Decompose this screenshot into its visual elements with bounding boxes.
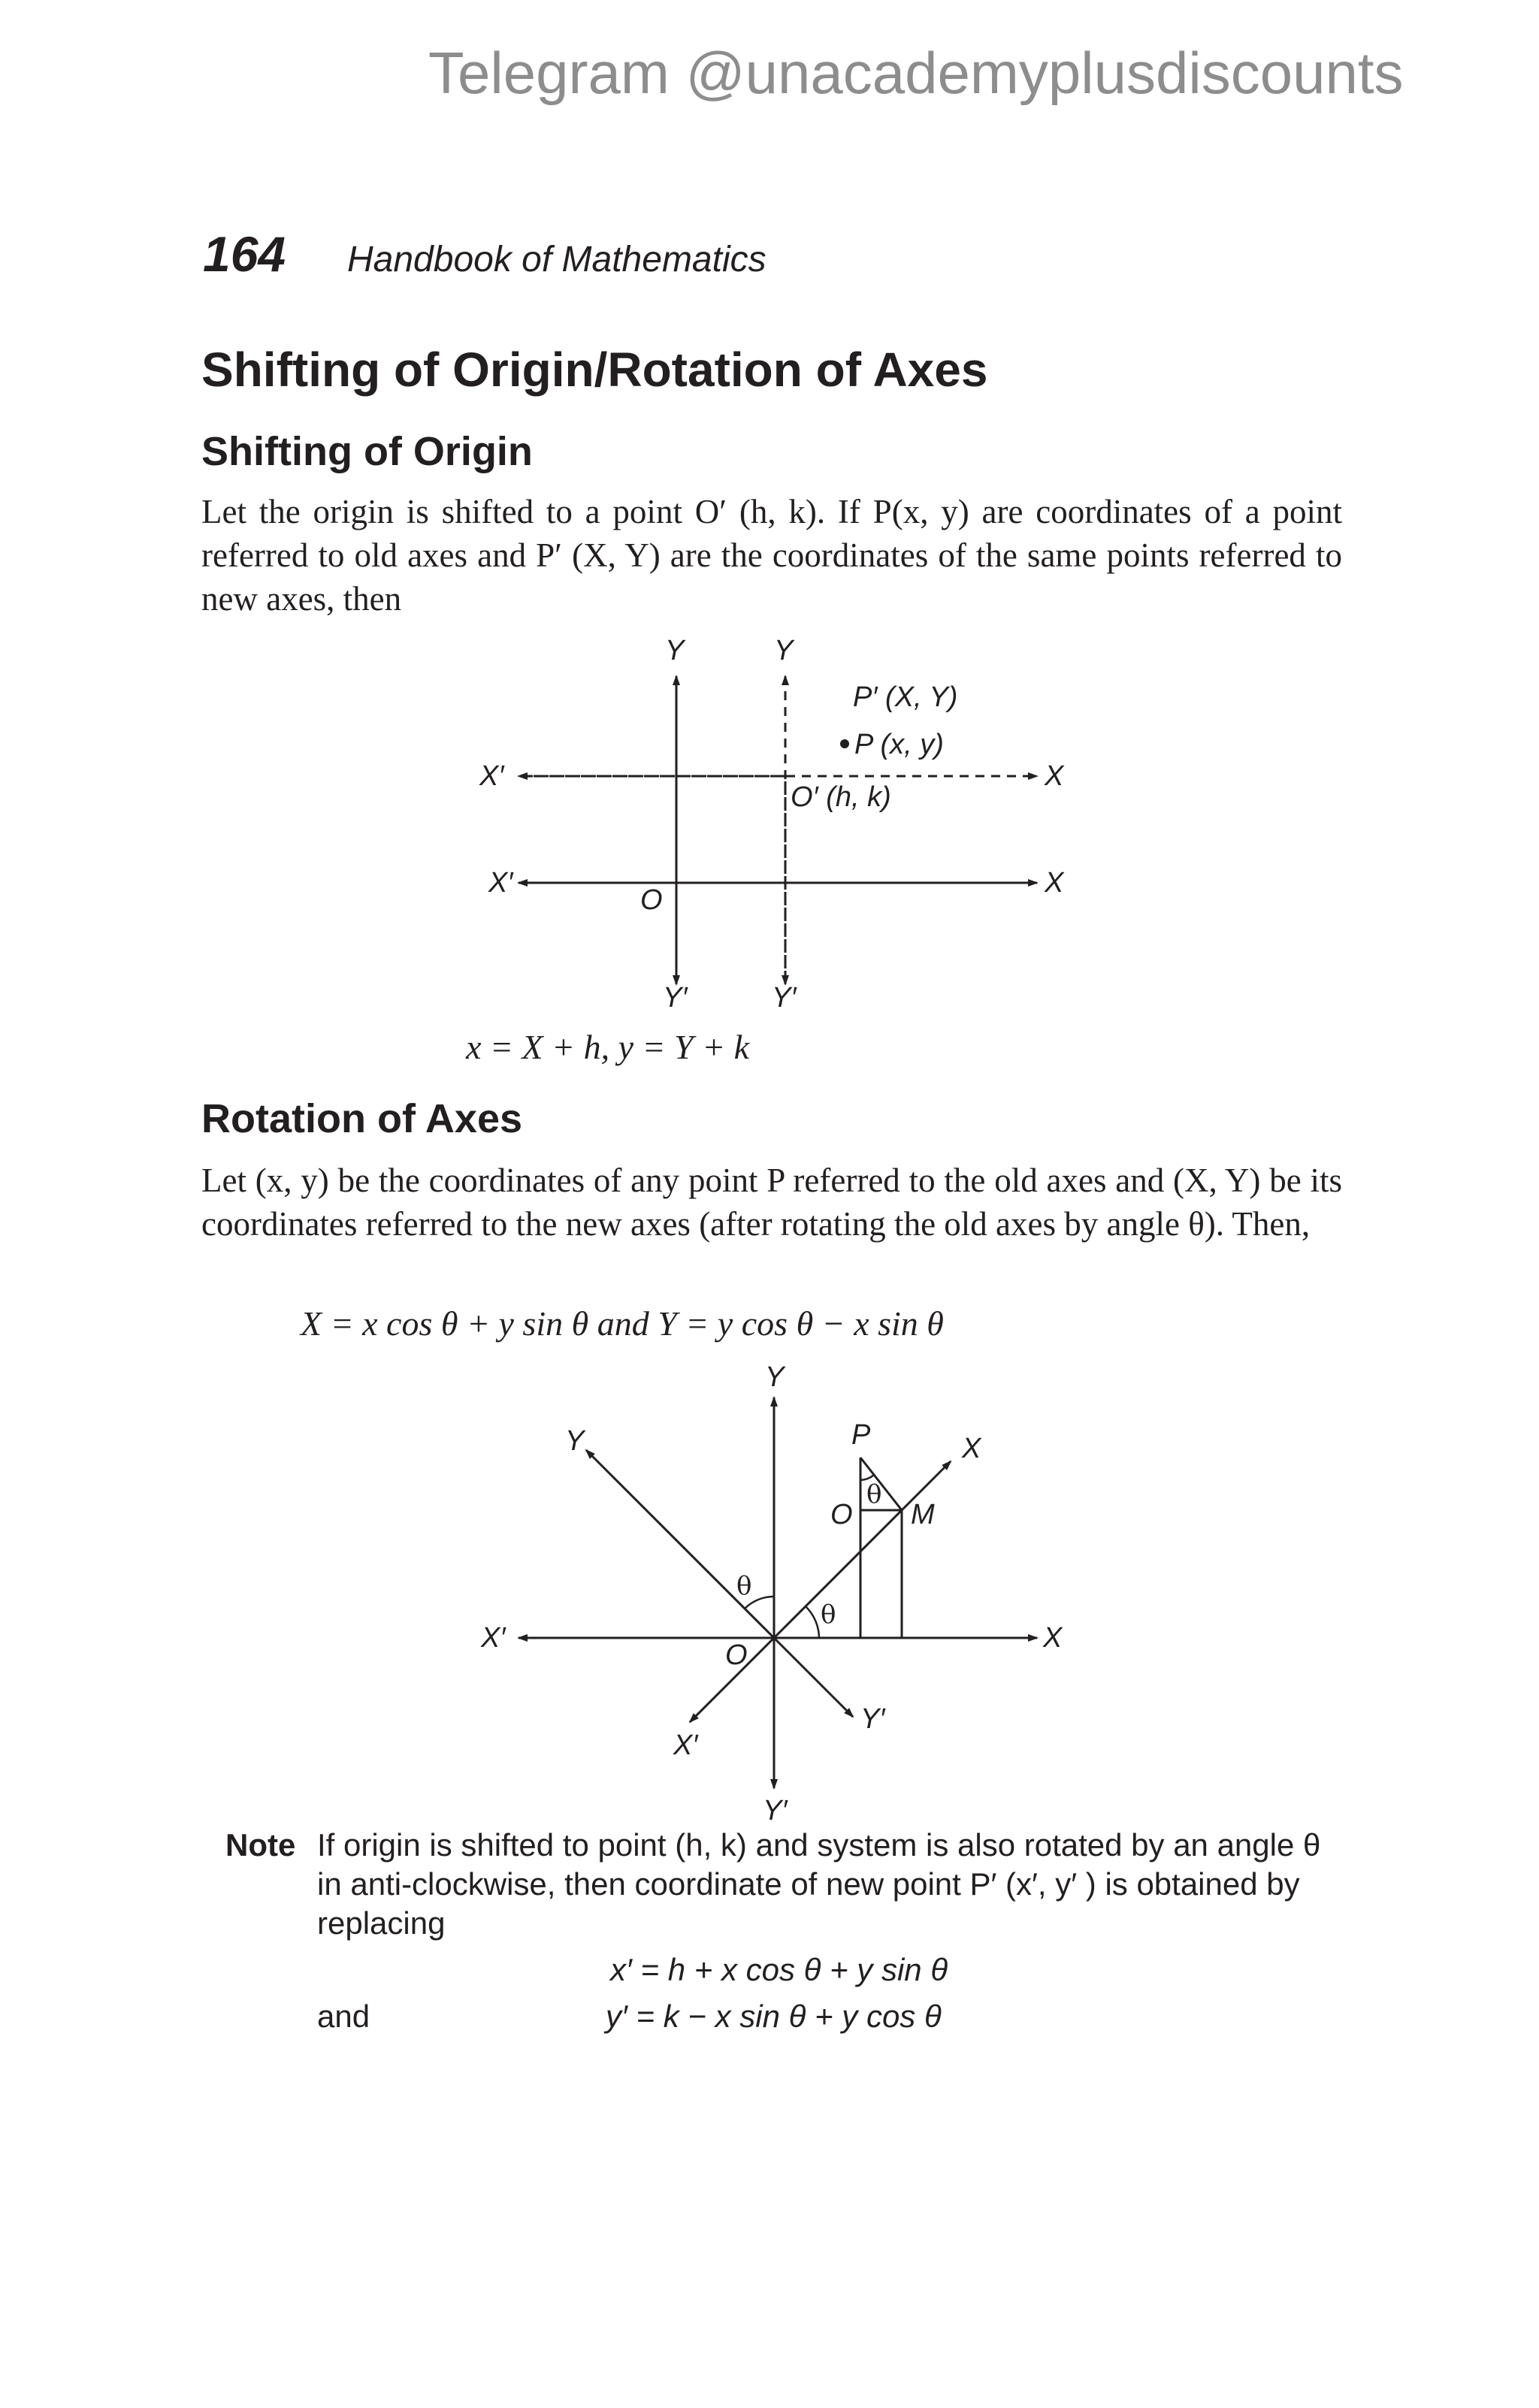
label-y-top: Y: [765, 1361, 785, 1393]
label-x-left-old: X′: [488, 867, 513, 899]
label-theta-left: θ: [736, 1571, 752, 1601]
point-p: [840, 739, 849, 748]
label-p: P (x, y): [854, 729, 944, 760]
label-origin: O: [640, 884, 663, 916]
theta-arc-axis: [806, 1606, 819, 1638]
watermark: Telegram @unacademyplusdiscounts: [428, 40, 1404, 106]
label-x-left: X′: [481, 1622, 506, 1654]
label-x-rot-neg: X′: [673, 1730, 698, 1761]
shifting-paragraph: Let the origin is shifted to a point O′ (h, k). If P(x, y) are coordinates of a point referred to old axes and P′ (X, Y) are the coordinates of the same points referred to new axes, then: [201, 493, 1342, 618]
shifting-equation: x = X + h, y = Y + k: [466, 1028, 750, 1066]
label-x-right-new: X: [1045, 760, 1064, 792]
note-label: Note: [225, 1827, 296, 1863]
rot-x-axis: [774, 1461, 951, 1638]
note-and: and: [317, 1999, 370, 2034]
rotation-figure: [451, 1360, 1082, 1826]
rot-y-axis-neg: [774, 1638, 853, 1717]
rot-y-axis: [586, 1450, 774, 1638]
shifting-figure: [451, 631, 1082, 1014]
label-y-top-new: Y: [774, 635, 794, 666]
label-y-top-old: Y: [665, 635, 685, 666]
rotation-equation: X = x cos θ + y sin θ and Y = y cos θ − x sin θ: [301, 1304, 944, 1343]
shifting-heading: Shifting of Origin: [201, 429, 533, 474]
label-x-right-old: X: [1045, 867, 1064, 899]
note-text: If origin is shifted to point (h, k) and system is also rotated by an angle θ in anti-clockwise, then coordinate of new point P′ (x′, y′ ) is obtained by replacing: [317, 1827, 1321, 1941]
running-head: Handbook of Mathematics: [347, 240, 766, 279]
label-theta-top: θ: [866, 1479, 882, 1509]
rotation-heading: Rotation of Axes: [201, 1096, 523, 1141]
label-y-bottom: Y′: [763, 1795, 788, 1826]
label-o-small: O: [830, 1499, 853, 1530]
label-theta-axis: θ: [821, 1600, 836, 1630]
label-m: M: [911, 1499, 935, 1530]
label-x-right: X: [1043, 1622, 1063, 1654]
note-equation-1: x′ = h + x cos θ + y sin θ: [610, 1952, 948, 1987]
page-number: 164: [203, 226, 286, 282]
label-y-rot: Y: [565, 1425, 585, 1457]
note-equation-2: y′ = k − x sin θ + y cos θ: [606, 1999, 942, 2034]
label-o-prime: O′ (h, k): [791, 781, 891, 813]
label-x-rot: X: [962, 1433, 981, 1464]
label-y-bottom-old: Y′: [663, 982, 688, 1014]
rotation-paragraph: Let (x, y) be the coordinates of any point P referred to the old axes and (X, Y) be its coordinates referred to the new axes (after rotating the old axes by angle θ). Then,: [201, 1162, 1342, 1243]
label-x-left-new: X′: [479, 760, 504, 792]
label-y-rot-neg: Y′: [860, 1703, 885, 1735]
label-p-prime: P′ (X, Y): [853, 681, 958, 713]
label-origin: O: [725, 1639, 748, 1671]
label-p: P: [851, 1419, 871, 1451]
section-title: Shifting of Origin/Rotation of Axes: [201, 343, 988, 397]
label-y-bottom-new: Y′: [772, 982, 797, 1014]
